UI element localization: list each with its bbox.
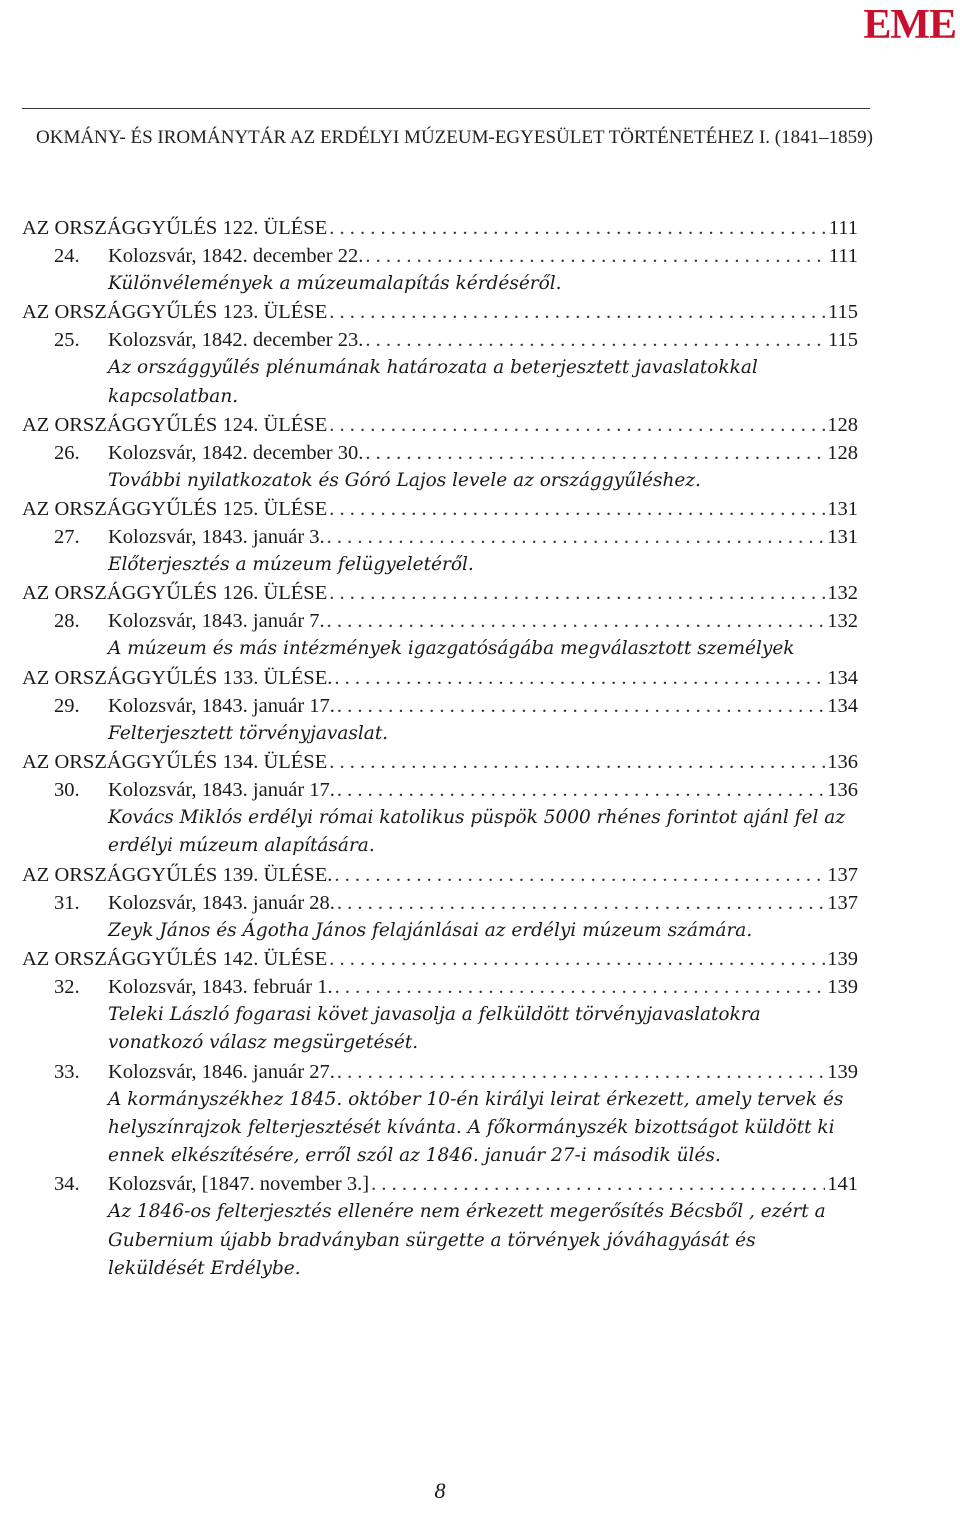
dot-leader (337, 692, 825, 720)
session-heading (22, 214, 858, 242)
entry-page-number: 137 (827, 863, 858, 886)
document-number: 31. (54, 891, 80, 914)
document-place-date: Kolozsvár, 1843. január 3. (108, 526, 325, 549)
dot-leader (329, 214, 827, 242)
document-entry (22, 889, 858, 917)
document-number: 32. (54, 975, 80, 998)
entry-description: Kovács Miklós erdélyi római katolikus püspök 5000 rhénes forintot ajánl fel az erdélyi múzeum alapítására. (108, 807, 846, 857)
document-place-date: Kolozsvár, 1842. december 23. (108, 329, 364, 352)
entry-description: A múzeum és más intézmények igazgatóságába megválasztott személyek (108, 638, 795, 660)
session-title: AZ ORSZÁGGYŰLÉS 126. ÜLÉSE (22, 582, 328, 605)
entry-description: Előterjesztés a múzeum felügyeletéről. (108, 554, 474, 576)
dot-leader (337, 889, 825, 917)
entry-page-number: 131 (827, 526, 858, 549)
session-heading (22, 579, 858, 607)
session-heading (22, 411, 858, 439)
entry-page-number: 139 (827, 975, 858, 998)
entry-page-number: 132 (827, 610, 858, 633)
entry-page-number: 137 (827, 891, 858, 914)
entry-description: Felterjesztett törvényjavaslat. (108, 722, 389, 744)
entry-description: Teleki László fogarasi követ javasolja a felküldött törvényjavaslatokra vonatkozó válasz megsürgetését. (108, 1003, 761, 1054)
entry-page-number: 134 (827, 694, 858, 717)
document-entry (22, 1058, 858, 1086)
entry-description: Különvélemények a múzeumalapítás kérdéséről. (108, 273, 562, 294)
dot-leader (365, 242, 826, 270)
entry-page-number: 111 (828, 217, 858, 239)
entry-page-number: 139 (827, 1060, 858, 1083)
session-title: AZ ORSZÁGGYŰLÉS 122. ÜLÉSE (22, 217, 328, 239)
session-title: AZ ORSZÁGGYŰLÉS 134. ÜLÉSE (22, 751, 328, 774)
session-title: AZ ORSZÁGGYŰLÉS 142. ÜLÉSE (22, 947, 328, 970)
document-number: 27. (54, 526, 80, 549)
session-heading (22, 861, 858, 889)
session-title: AZ ORSZÁGGYŰLÉS 123. ÜLÉSE (22, 301, 328, 324)
table-of-contents (22, 214, 858, 1283)
entry-page-number: 136 (827, 779, 858, 802)
document-place-date: Kolozsvár, 1846. január 27. (108, 1060, 335, 1083)
entry-page-number: 141 (827, 1173, 858, 1196)
entry-page-number: 115 (828, 301, 858, 324)
entry-description: Az 1846-os felterjesztés ellenére nem érkezett megerősítés Bécsből , ezért a Gubernium újabb bradványban sürgette a törvények jóváhagyását és leküldését Erdélybe. (108, 1201, 826, 1280)
dot-leader (329, 945, 825, 973)
session-heading (22, 495, 858, 523)
session-heading (22, 945, 858, 973)
document-number: 33. (54, 1060, 80, 1083)
entry-description: Az országgyűlés plénumának határozata a beterjesztett javaslatokkal kapcsolatban. (108, 357, 758, 407)
header-rule (22, 108, 870, 109)
document-entry (22, 692, 858, 720)
session-title: AZ ORSZÁGGYŰLÉS 124. ÜLÉSE (22, 413, 328, 436)
document-place-date: Kolozsvár, 1843. január 17. (108, 779, 335, 802)
document-place-date: Kolozsvár, 1843. január 7. (108, 610, 325, 633)
document-entry (22, 1170, 858, 1198)
entry-page-number: 128 (827, 441, 858, 464)
document-place-date: Kolozsvár, 1843. február 1. (108, 975, 333, 998)
entry-description: A kormányszékhez 1845. október 10-én királyi leirat érkezett, amely tervek és helyszínrajzok felterjesztését kívánta. A főkormányszék bizottságot küldött ki ennek elkészítésére, erről szól az 1846. január 27-i második ülés. (108, 1088, 844, 1167)
entry-page-number: 128 (827, 413, 858, 436)
publisher-logo: EME (863, 2, 956, 48)
page-number: 8 (434, 1478, 446, 1503)
dot-leader (334, 664, 825, 692)
document-entry (22, 326, 858, 354)
dot-leader (337, 1058, 825, 1086)
document-number: 25. (54, 329, 80, 352)
session-title: AZ ORSZÁGGYŰLÉS 133. ÜLÉSE. (22, 666, 333, 689)
session-heading (22, 664, 858, 692)
session-heading (22, 748, 858, 776)
dot-leader (335, 973, 826, 1001)
dot-leader (329, 579, 825, 607)
dot-leader (327, 523, 826, 551)
running-head: OKMÁNY- ÉS IROMÁNYTÁR AZ ERDÉLYI MÚZEUM-EGYESÜLET TÖRTÉNETÉHEZ I. (1841–1859) (36, 127, 873, 148)
document-place-date: Kolozsvár, 1843. január 28. (108, 891, 335, 914)
document-place-date: Kolozsvár, 1842. december 22. (108, 245, 364, 267)
dot-leader (329, 748, 825, 776)
entry-page-number: 115 (828, 329, 858, 352)
document-entry (22, 242, 858, 270)
entry-page-number: 111 (828, 245, 858, 267)
document-entry (22, 973, 858, 1001)
dot-leader (329, 298, 826, 326)
entry-page-number: 139 (827, 947, 858, 970)
session-title: AZ ORSZÁGGYŰLÉS 139. ÜLÉSE. (22, 863, 333, 886)
dot-leader (365, 439, 825, 467)
document-number: 26. (54, 441, 80, 464)
document-entry (22, 776, 858, 804)
document-number: 28. (54, 610, 80, 633)
entry-description: Zeyk János és Ágotha János felajánlásai az erdélyi múzeum számára. (108, 919, 753, 941)
document-number: 24. (54, 245, 80, 267)
document-entry (22, 523, 858, 551)
entry-page-number: 134 (827, 666, 858, 689)
dot-leader (365, 326, 826, 354)
session-title: AZ ORSZÁGGYŰLÉS 125. ÜLÉSE (22, 498, 328, 521)
dot-leader (334, 861, 825, 889)
document-number: 30. (54, 779, 80, 802)
document-number: 29. (54, 694, 80, 717)
entry-page-number: 132 (827, 582, 858, 605)
document-place-date: Kolozsvár, [1847. november 3.] (108, 1173, 370, 1196)
session-heading (22, 298, 858, 326)
document-place-date: Kolozsvár, 1842. december 30. (108, 441, 364, 464)
dot-leader (371, 1170, 825, 1198)
document-entry (22, 607, 858, 635)
dot-leader (329, 411, 825, 439)
dot-leader (329, 495, 825, 523)
dot-leader (327, 607, 826, 635)
entry-description: További nyilatkozatok és Góró Lajos levele az országgyűléshez. (108, 469, 701, 491)
document-entry (22, 439, 858, 467)
entry-page-number: 131 (827, 498, 858, 521)
entry-page-number: 136 (827, 751, 858, 774)
dot-leader (337, 776, 825, 804)
document-place-date: Kolozsvár, 1843. január 17. (108, 694, 335, 717)
document-number: 34. (54, 1173, 80, 1196)
